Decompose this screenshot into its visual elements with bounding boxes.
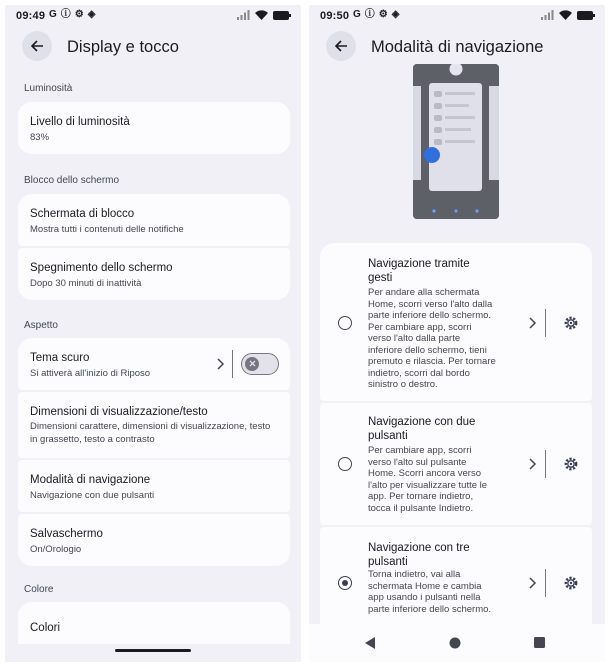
option-title: Navigazione con due pulsanti: [368, 416, 476, 442]
gesture-navigation-option[interactable]: [320, 243, 592, 401]
option-title: Navigazione tramite gesti: [368, 258, 470, 284]
option-description: Per andare alla schermata Home, scorri verso l'alto dalla parte inferiore dello schermo. Per cambiare app, scorri verso l'alto dalla parte inferiore dello schermo, tieni premuto e rilascia. Per tornare indietro, scorri dal bordo sinistro o destro.: [368, 287, 496, 390]
arrow-back-icon: [334, 39, 348, 53]
gear-icon[interactable]: [563, 575, 579, 591]
back-triangle-icon[interactable]: [365, 637, 376, 649]
appearance-card: [18, 338, 290, 566]
chevron-right-icon[interactable]: [526, 576, 538, 590]
screensaver-item[interactable]: [18, 514, 290, 566]
navigation-mode-item[interactable]: [18, 460, 290, 512]
settings-notification-icon: ⚙: [74, 9, 84, 20]
battery-icon: [273, 11, 291, 20]
status-bar: [5, 5, 301, 27]
lockscreen-card: [18, 194, 290, 300]
item-title: Modalità di navigazione: [30, 474, 151, 486]
wifi-icon: [255, 10, 268, 20]
gesture-home-bar[interactable]: [115, 649, 191, 652]
dark-theme-toggle[interactable]: [241, 353, 279, 375]
item-subtitle: 83%: [30, 132, 50, 143]
home-circle-icon[interactable]: [449, 637, 461, 649]
item-title: Schermata di blocco: [30, 208, 135, 220]
option-description: Torna indietro, vai alla schermata Home e cambia app usando i pulsanti nella parte inferiore dello schermo.: [368, 569, 492, 615]
radio-button[interactable]: [338, 457, 352, 471]
display-size-item[interactable]: [18, 392, 290, 458]
two-button-navigation-option[interactable]: [320, 403, 592, 525]
section-appearance: Aspetto: [24, 320, 58, 331]
chevron-right-icon[interactable]: [526, 457, 538, 471]
item-subtitle: Dimensioni carattere, dimensioni di visualizzazione, testo in grassetto, testo a contrasto: [30, 421, 271, 445]
item-title: Tema scuro: [30, 352, 90, 364]
divider: [545, 569, 546, 597]
back-button[interactable]: [22, 31, 52, 61]
close-icon: [249, 360, 256, 367]
item-subtitle: Navigazione con due pulsanti: [30, 490, 155, 501]
display-settings-screen: [5, 5, 301, 662]
divider: [545, 450, 546, 478]
google-icon: G: [353, 9, 361, 20]
brightness-level-item[interactable]: [18, 102, 290, 154]
chevron-right-icon[interactable]: [214, 357, 226, 371]
item-subtitle: Mostra tutti i contenuti delle notifiche: [30, 224, 184, 235]
divider: [232, 350, 233, 378]
screen-timeout-item[interactable]: [18, 248, 290, 300]
signal-icon: [541, 10, 554, 20]
item-subtitle: Dopo 30 minuti di inattività: [30, 278, 142, 289]
status-notification-icons: [353, 9, 399, 21]
signal-icon: [237, 10, 250, 20]
gear-icon[interactable]: [563, 456, 579, 472]
item-subtitle: Si attiverà all'inizio di Riposo: [30, 368, 151, 379]
phone-preview-graphic: [413, 64, 499, 219]
app-bar: [309, 29, 605, 69]
info-icon: ⓘ: [60, 9, 71, 20]
section-color: Colore: [24, 584, 54, 595]
item-subtitle: On/Orologio: [30, 544, 82, 555]
radio-button-selected[interactable]: [338, 576, 352, 590]
status-time: 09:50: [320, 10, 350, 22]
page-title: Display e tocco: [67, 38, 179, 56]
recents-square-icon[interactable]: [534, 637, 545, 648]
status-notification-icons: [49, 9, 95, 21]
item-title: Salvaschermo: [30, 528, 103, 540]
settings-notification-icon: ⚙: [378, 9, 388, 20]
toggle-knob: [245, 357, 259, 371]
item-title: Dimensioni di visualizzazione/testo: [30, 406, 208, 418]
brightness-card: [18, 102, 290, 154]
status-bar: [309, 5, 605, 27]
chevron-right-icon[interactable]: [526, 316, 538, 330]
section-lockscreen: Blocco dello schermo: [24, 175, 120, 186]
battery-icon: [577, 11, 595, 20]
app-bar: [5, 29, 301, 69]
page-title: Modalità di navigazione: [371, 38, 544, 56]
google-icon: G: [49, 9, 57, 20]
item-title: Colori: [30, 622, 61, 634]
arrow-back-icon: [30, 39, 44, 53]
status-time: 09:49: [16, 10, 46, 22]
status-system-icons: [237, 10, 291, 20]
option-description: Per cambiare app, scorri verso l'alto sul pulsante Home. Scorri ancora verso l'alto per visualizzare tutte le app. Per tornare indietro, tocca il pulsante Indietro.: [368, 445, 488, 514]
shield-icon: ◈: [87, 9, 96, 20]
wifi-icon: [559, 10, 572, 20]
navigation-mode-screen: [309, 5, 605, 662]
dark-theme-item[interactable]: [18, 338, 290, 390]
item-title: Livello di luminosità: [30, 116, 130, 128]
radio-button[interactable]: [338, 316, 352, 330]
system-navigation-bar: [309, 624, 605, 662]
gesture-area: [5, 644, 301, 662]
gear-icon[interactable]: [563, 315, 579, 331]
item-title: Spegnimento dello schermo: [30, 262, 173, 274]
option-title: Navigazione con tre pulsanti: [368, 542, 470, 568]
status-system-icons: [541, 10, 595, 20]
navigation-preview-illustration: [413, 64, 499, 219]
divider: [545, 309, 546, 337]
section-brightness: Luminosità: [24, 83, 73, 94]
back-button[interactable]: [326, 31, 356, 61]
shield-icon: ◈: [391, 9, 400, 20]
lock-screen-item[interactable]: [18, 194, 290, 246]
info-icon: ⓘ: [364, 9, 375, 20]
